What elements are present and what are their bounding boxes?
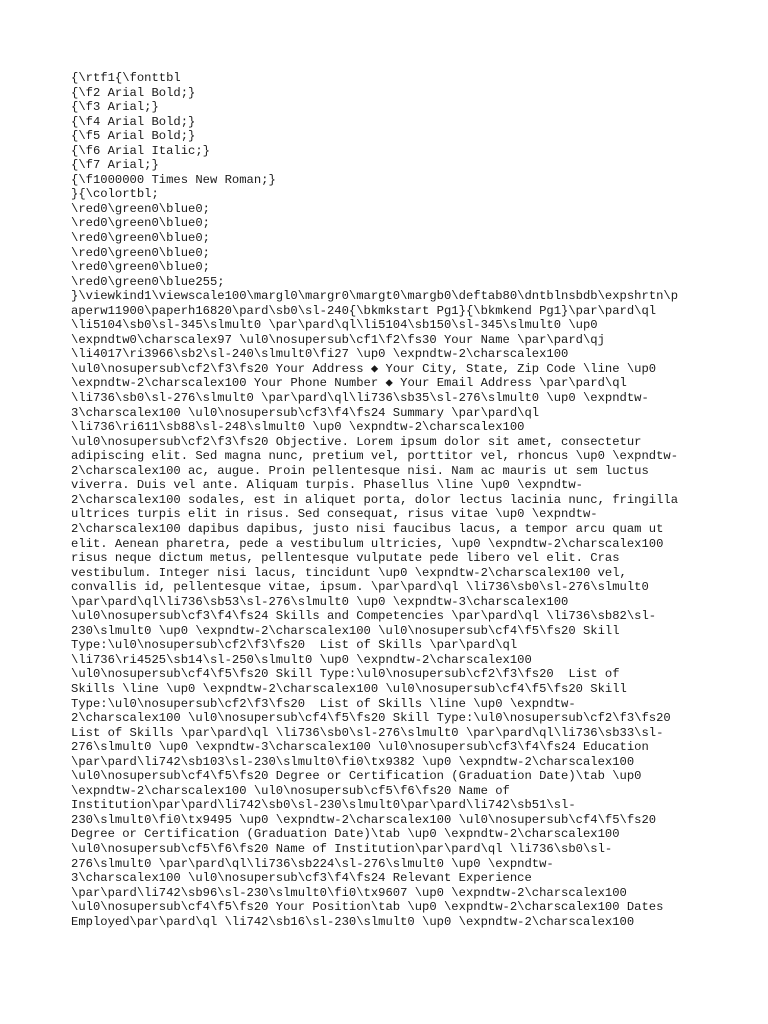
text-line: vestibulum. Integer nisi lacus, tincidunt \up0 \expndtw-2\charscalex100 vel, — [71, 565, 627, 580]
text-line: }{\colortbl; — [71, 187, 159, 202]
text-line: Employed\par\pard\ql \li742\sb16\sl-230\slmult0 \up0 \expndtw-2\charscalex100 — [71, 914, 635, 929]
text-line: Type:\ul0\nosupersub\cf2\f3\fs20 List of Skills \line \up0 \expndtw- — [71, 696, 576, 711]
text-line: {\f5 Arial Bold;} — [71, 129, 196, 144]
text-line: \expndtw-2\charscalex100 Your Phone Number ◆ Your Email Address \par\pard\ql — [71, 376, 627, 391]
text-line: {\f3 Arial;} — [71, 100, 159, 115]
text-line: 2\charscalex100 dapibus dapibus, justo nisi faucibus lacus, a tempor arcu quam ut — [71, 521, 664, 536]
text-line: \par\pard\li742\sb103\sl-230\slmult0\fi0\tx9382 \up0 \expndtw-2\charscalex100 — [71, 754, 635, 769]
text-line: \red0\green0\blue0; — [71, 216, 210, 231]
text-line: \ul0\nosupersub\cf4\f5\fs20 Skill Type:\ul0\nosupersub\cf2\f3\fs20 List of — [71, 667, 620, 682]
text-line: \par\pard\ql\li736\sb53\sl-276\slmult0 \up0 \expndtw-3\charscalex100 — [71, 594, 569, 609]
rtf-source-text — [71, 71, 711, 929]
text-line: {\rtf1{\fonttbl — [71, 71, 181, 85]
text-line: 230\slmult0\fi0\tx9495 \up0 \expndtw-2\charscalex100 \ul0\nosupersub\cf4\f5\fs20 — [71, 812, 657, 827]
text-line: \par\pard\li742\sb96\sl-230\slmult0\fi0\tx9607 \up0 \expndtw-2\charscalex100 — [71, 885, 627, 900]
text-line: \li5104\sb0\sl-345\slmult0 \par\pard\ql\li5104\sb150\sl-345\slmult0 \up0 — [71, 318, 598, 333]
text-line: 2\charscalex100 sodales, est in aliquet porta, dolor lectus lacinia nunc, fringilla — [71, 492, 679, 507]
text-line: Skills \line \up0 \expndtw-2\charscalex100 \ul0\nosupersub\cf4\f5\fs20 Skill — [71, 681, 627, 696]
text-line: \ul0\nosupersub\cf4\f5\fs20 Your Position\tab \up0 \expndtw-2\charscalex100 Dates — [71, 900, 664, 915]
text-line: risus neque dictum metus, pellentesque vulputate pede libero vel elit. Cras — [71, 551, 620, 566]
text-line: \red0\green0\blue255; — [71, 274, 225, 289]
text-line: {\f4 Arial Bold;} — [71, 114, 196, 129]
text-line: {\f2 Arial Bold;} — [71, 85, 196, 100]
text-line: \ul0\nosupersub\cf3\f4\fs24 Skills and Competencies \par\pard\ql \li736\sb82\sl- — [71, 609, 657, 624]
text-line: {\f7 Arial;} — [71, 158, 159, 173]
text-line: viverra. Duis vel ante. Aliquam turpis. Phasellus \line \up0 \expndtw- — [71, 478, 583, 493]
text-line: Degree or Certification (Graduation Date)\tab \up0 \expndtw-2\charscalex100 — [71, 827, 620, 842]
text-line: aperw11900\paperh16820\pard\sb0\sl-240{\bkmkstart Pg1}{\bkmkend Pg1}\par\pard\ql — [71, 303, 657, 318]
text-line: 2\charscalex100 ac, augue. Proin pellentesque nisi. Nam ac mauris ut sem luctus — [71, 463, 649, 478]
text-line: \li736\ri611\sb88\sl-248\slmult0 \up0 \expndtw-2\charscalex100 — [71, 420, 525, 435]
text-line: Type:\ul0\nosupersub\cf2\f3\fs20 List of Skills \par\pard\ql — [71, 638, 518, 653]
text-line: \ul0\nosupersub\cf2\f3\fs20 Objective. Lorem ipsum dolor sit amet, consectetur — [71, 434, 642, 449]
text-line: {\f6 Arial Italic;} — [71, 143, 210, 158]
text-line: 3\charscalex100 \ul0\nosupersub\cf3\f4\fs24 Summary \par\pard\ql — [71, 405, 540, 420]
text-line: {\f1000000 Times New Roman;} — [71, 172, 276, 187]
text-line: 276\slmult0 \par\pard\ql\li736\sb224\sl-276\slmult0 \up0 \expndtw- — [71, 856, 554, 871]
text-line: convallis id, pellentesque vitae, ipsum. \par\pard\ql \li736\sb0\sl-276\slmult0 — [71, 580, 649, 595]
text-line: 2\charscalex100 \ul0\nosupersub\cf4\f5\fs20 Skill Type:\ul0\nosupersub\cf2\f3\fs20 — [71, 711, 671, 726]
text-line: \ul0\nosupersub\cf5\f6\fs20 Name of Institution\par\pard\ql \li736\sb0\sl- — [71, 841, 613, 856]
text-line: elit. Aenean pharetra, pede a vestibulum ultricies, \up0 \expndtw-2\charscalex100 — [71, 536, 664, 551]
text-line: \red0\green0\blue0; — [71, 260, 210, 275]
text-line: }\viewkind1\viewscale100\margl0\margr0\margt0\margb0\deftab80\dntblnsbdb\expshrtn\p — [71, 289, 679, 304]
text-line: \expndtw-2\charscalex100 \ul0\nosupersub\cf5\f6\fs20 Name of — [71, 783, 510, 798]
text-line: ultrices turpis elit in risus. Sed consequat, risus vitae \up0 \expndtw- — [71, 507, 598, 522]
text-line: \li736\sb0\sl-276\slmult0 \par\pard\ql\li736\sb35\sl-276\slmult0 \up0 \expndtw- — [71, 391, 649, 406]
text-line: 3\charscalex100 \ul0\nosupersub\cf3\f4\fs24 Relevant Experience — [71, 871, 532, 886]
text-line: \red0\green0\blue0; — [71, 201, 210, 216]
text-line: \red0\green0\blue0; — [71, 245, 210, 260]
text-line: 276\slmult0 \up0 \expndtw-3\charscalex100 \ul0\nosupersub\cf3\f4\fs24 Education — [71, 740, 649, 755]
text-line: Institution\par\pard\li742\sb0\sl-230\slmult0\par\pard\li742\sb51\sl- — [71, 798, 576, 813]
text-line: \red0\green0\blue0; — [71, 231, 210, 246]
text-line: List of Skills \par\pard\ql \li736\sb0\sl-276\slmult0 \par\pard\ql\li736\sb33\sl- — [71, 725, 664, 740]
text-line: 230\slmult0 \up0 \expndtw-2\charscalex100 \ul0\nosupersub\cf4\f5\fs20 Skill — [71, 623, 620, 638]
text-line: \expndtw0\charscalex97 \ul0\nosupersub\cf1\f2\fs30 Your Name \par\pard\qj — [71, 332, 605, 347]
text-line: \ul0\nosupersub\cf2\f3\fs20 Your Address ◆ Your City, State, Zip Code \line \up0 — [71, 361, 657, 376]
text-line: adipiscing elit. Sed magna nunc, pretium vel, porttitor vel, rhoncus \up0 \expndtw- — [71, 449, 679, 464]
text-line: \ul0\nosupersub\cf4\f5\fs20 Degree or Certification (Graduation Date)\tab \up0 — [71, 769, 642, 784]
text-line: \li4017\ri3966\sb2\sl-240\slmult0\fi27 \up0 \expndtw-2\charscalex100 — [71, 347, 569, 362]
text-line: \li736\ri4525\sb14\sl-250\slmult0 \up0 \expndtw-2\charscalex100 — [71, 652, 532, 667]
